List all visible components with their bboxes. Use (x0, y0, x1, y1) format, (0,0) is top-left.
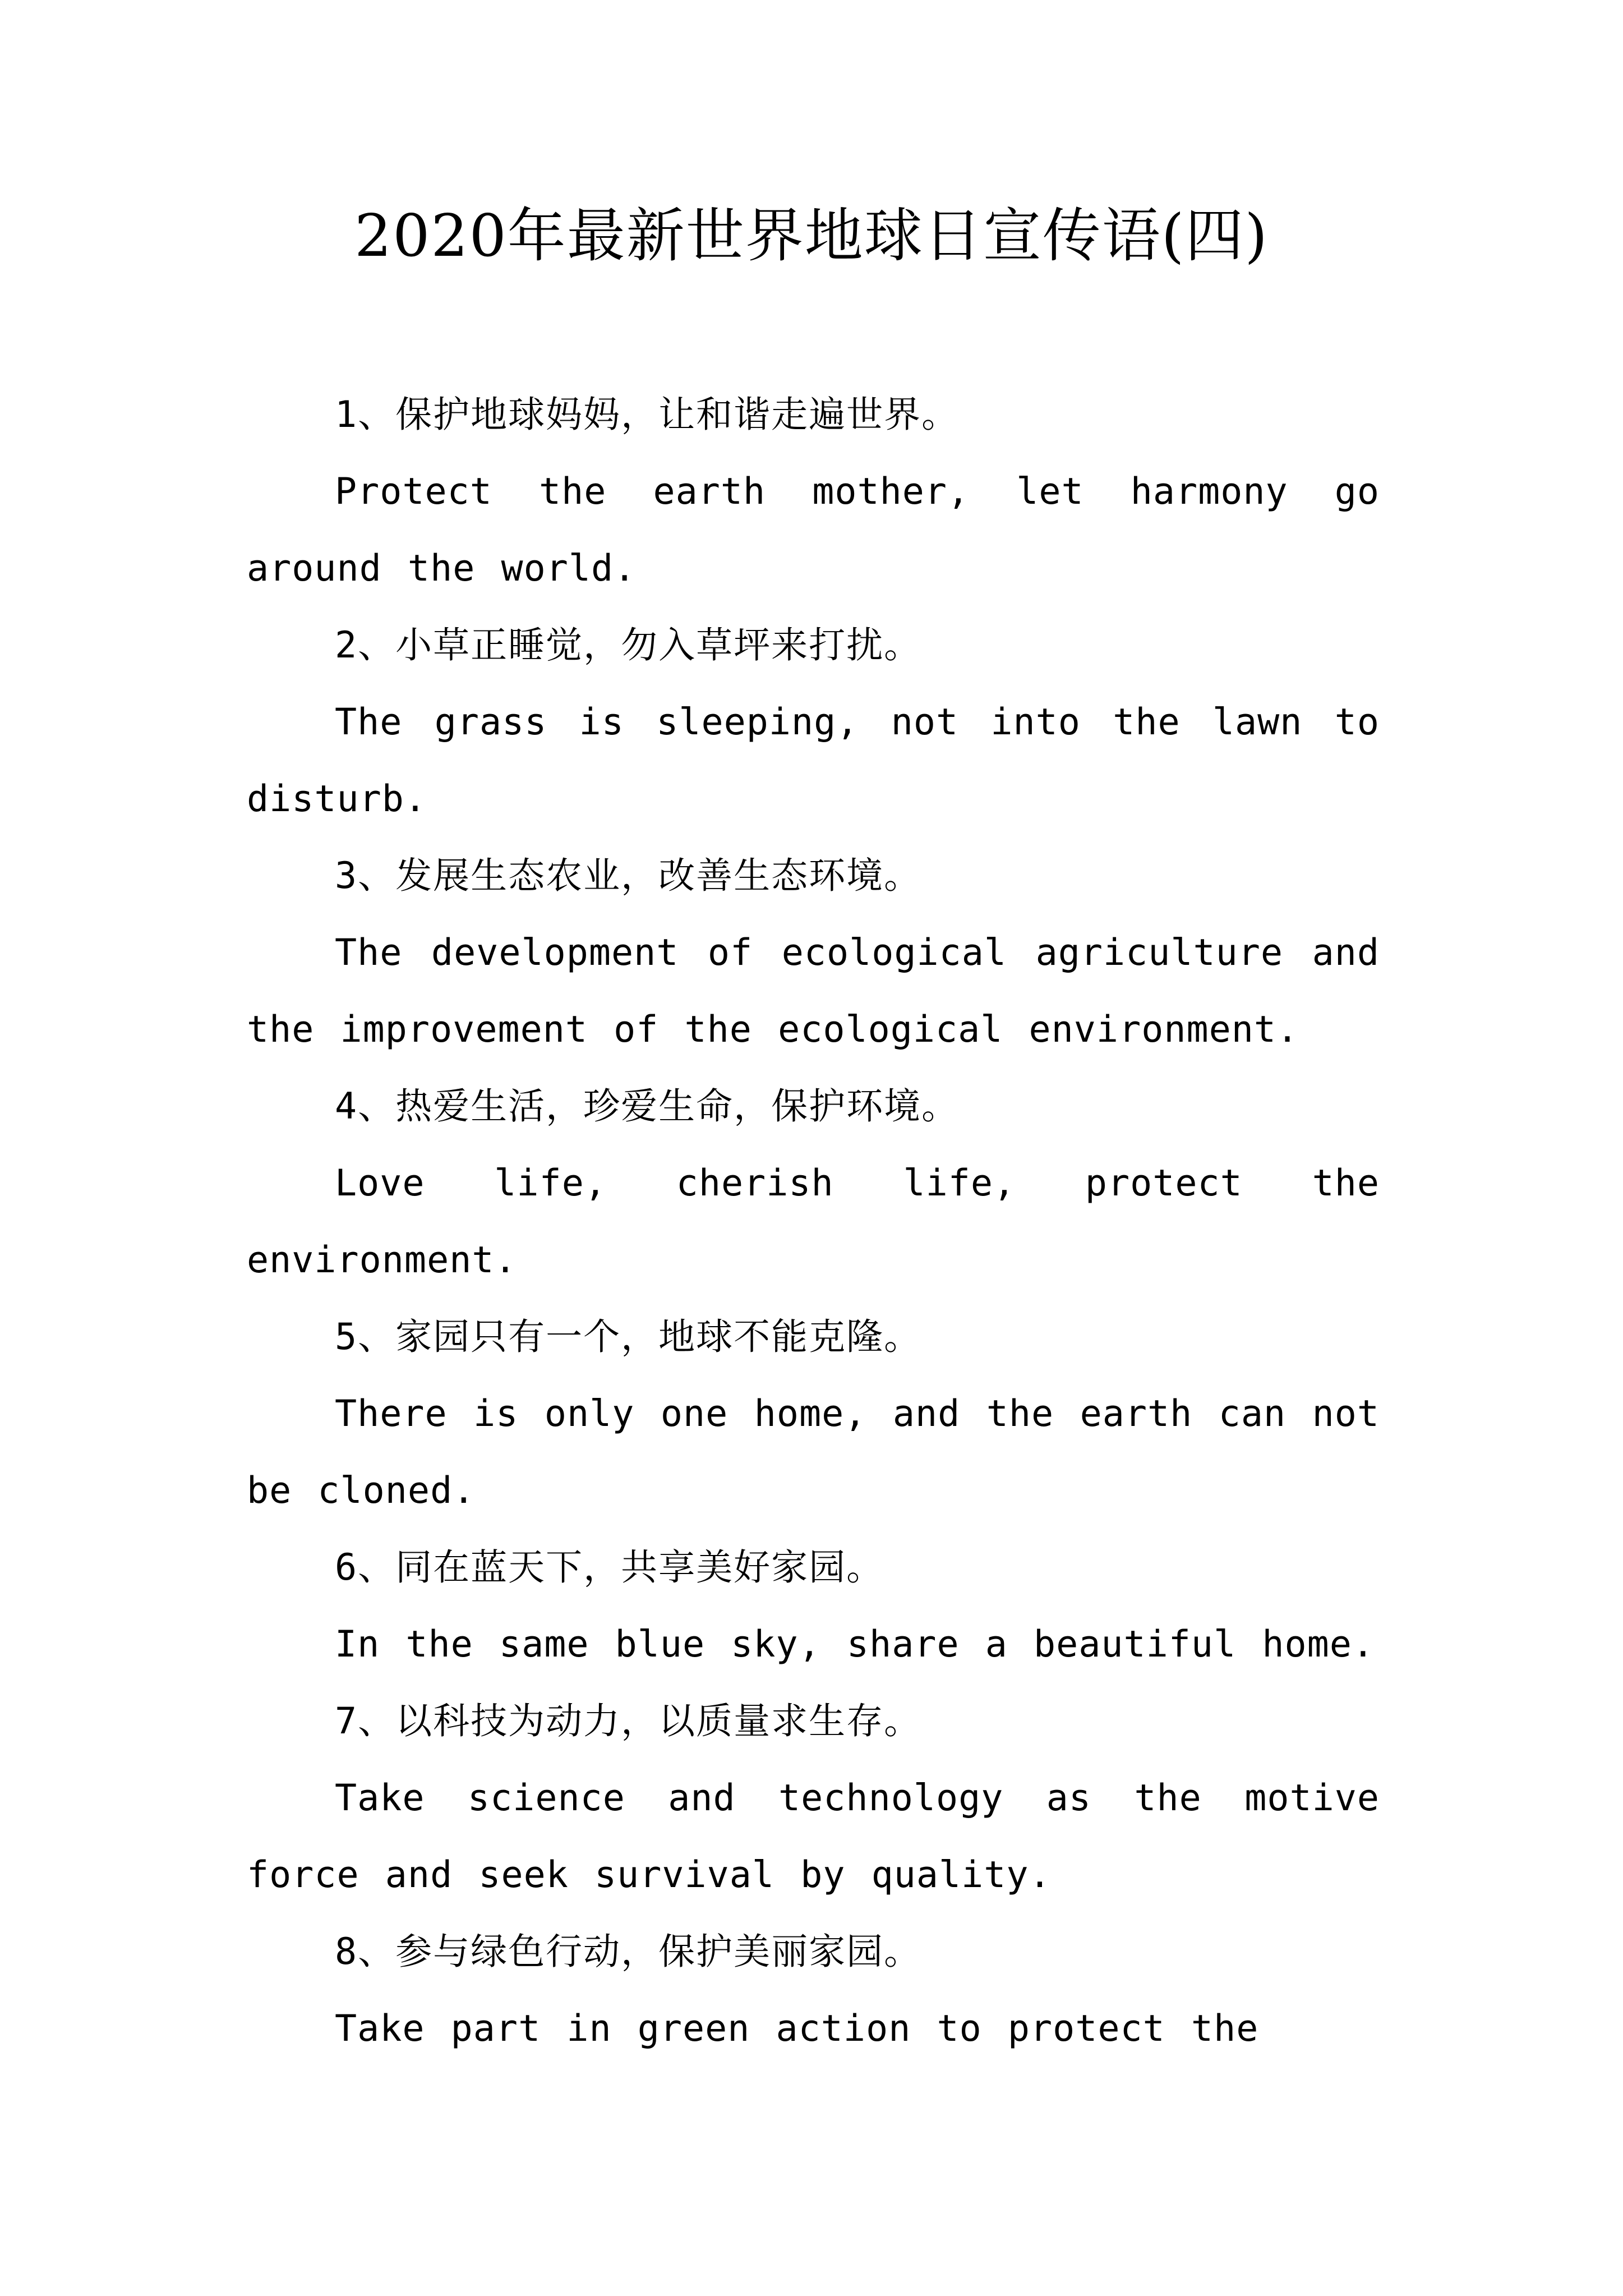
slogan-3-en: The development of ecological agriculture and the improvement of the ecological environment. (247, 932, 1380, 1051)
slogan-2-en: The grass is sleeping, not into the lawn to disturb. (247, 701, 1380, 820)
page-title: 2020年最新世界地球日宣传语(四) (354, 201, 1269, 270)
slogan-2-zh: 2、小草正睡觉，勿入草坪来打扰。 (335, 624, 922, 666)
slogan-8-en: Take part in green action to protect the (335, 2008, 1259, 2050)
slogan-4-zh: 4、热爱生活，珍爱生命，保护环境。 (335, 1085, 960, 1128)
slogan-7-en: Take science and technology as the motive force and seek survival by quality. (247, 1777, 1380, 1896)
slogan-list (247, 376, 1380, 2067)
slogan-4-en: Love life, cherish life, protect the environment. (247, 1162, 1380, 1281)
slogan-8-zh: 8、参与绿色行动，保护美丽家园。 (335, 1931, 922, 1973)
slogan-3-zh: 3、发展生态农业，改善生态环境。 (335, 855, 922, 897)
slogan-5-en: There is only one home, and the earth can not be cloned. (247, 1393, 1380, 1512)
slogan-5-zh: 5、家园只有一个，地球不能克隆。 (335, 1316, 922, 1358)
slogan-7-zh: 7、以科技为动力，以质量求生存。 (335, 1700, 922, 1742)
slogan-1-en: Protect the earth mother, let harmony go around the world. (247, 471, 1380, 590)
slogan-6-zh: 6、同在蓝天下，共享美好家园。 (335, 1547, 884, 1589)
slogan-6-en: In the same blue sky, share a beautiful home. (335, 1623, 1375, 1665)
slogan-1-zh: 1、保护地球妈妈，让和谐走遍世界。 (335, 394, 960, 436)
